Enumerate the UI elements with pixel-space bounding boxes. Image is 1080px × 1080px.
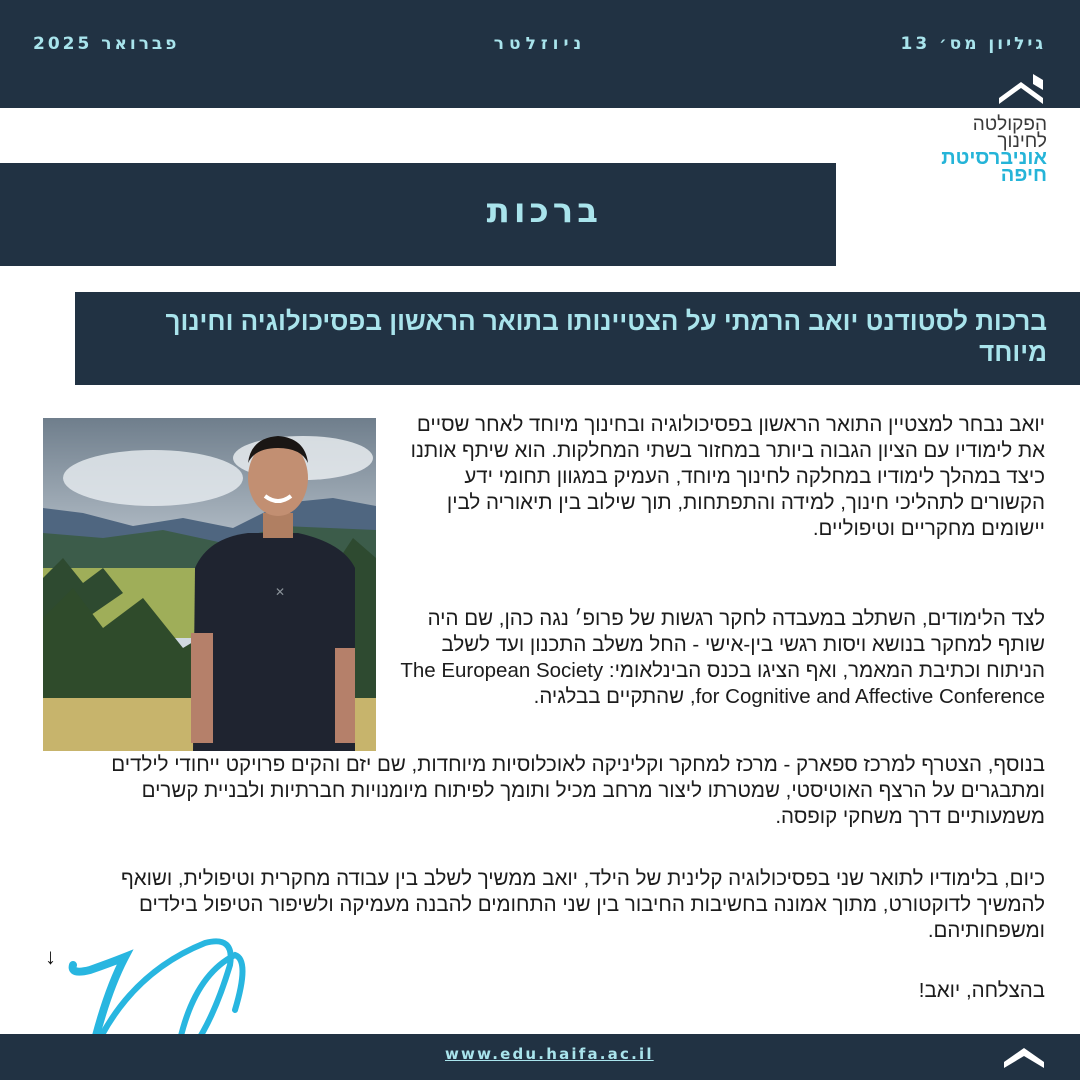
article-paragraph-1: יואב נבחר למצטיין התואר הראשון בפסיכולוגיה ובחינוך מיוחד לאחר שסיים את לימודיו עם הציון הגבוה ביותר במחזור בשתי המחלקות. הוא שיתף אותנו כיצד במהלך לימודיו במחלקה לחינוך מיוחד, העמיק במגוון תחומי ידע הקשורים לתהליכי חינוך, למידה והתפתחות, תוך שילוב בין תיאוריה לבין יישומים מחקריים וטיפוליים. xyxy=(410,413,1045,540)
university-name-line1: אוניברסיטת xyxy=(941,147,1047,169)
article-paragraph-2: לצד הלימודים, השתלב במעבדה לחקר רגשות של פרופ׳ נגה כהן, שם היה שותף למחקר בנושא ויסות רגשי בין-אישי - החל משלב התכנון ועד לשלב הניתוח וכתיבת המאמר, ואף הציגו בכנס הבינלאומי: The European Society for Cognitive and Affective Conference, שהתקיים בבלגיה. xyxy=(400,607,1045,708)
student-photo xyxy=(43,418,376,751)
newsletter-title: ניוזלטר xyxy=(493,34,587,54)
article-paragraph-3: בנוסף, הצטרף למרכז ספארק - מרכז למחקר וקליניקה לאוכלוסיות מיוחדות, שם יזם והקים פרויקט ייחודי לילדים ומתבגרים על הרצף האוטיסטי, שמטרתו ליצור מרחב מכיל ותומך לפיתוח מיומנויות חברתיות ולבניית קשרים משמעותיים דרך משחקי קופסה. xyxy=(111,753,1045,828)
header-bar xyxy=(0,0,1080,108)
chevron-up-icon[interactable] xyxy=(1004,1044,1044,1070)
faculty-logo xyxy=(941,116,1047,184)
faculty-name-line1: הפקולטה xyxy=(972,114,1047,135)
down-arrow-icon: ↓ xyxy=(45,944,56,969)
article-closing: בהצלחה, יואב! xyxy=(918,979,1045,1002)
university-logo-icon xyxy=(997,70,1047,106)
svg-text:✕: ✕ xyxy=(275,585,286,599)
section-title: ברכות xyxy=(486,191,602,231)
issue-date: פברואר 2025 xyxy=(33,34,180,54)
faculty-name-line2: לחינוך xyxy=(997,131,1047,152)
article-headline-box xyxy=(75,292,1080,385)
article-paragraph-4: כיום, בלימודיו לתואר שני בפסיכולוגיה קלינית של הילד, יואב ממשיך לשלב בין עבודה מחקרית וטיפולית, ושואף להמשיך לדוקטורט, מתוך אמונה בחשיבות החיבור בין שני התחומים להבנה מעמיקה ולשיפור הטיפול בילדים ומשפחותיהם. xyxy=(120,867,1045,942)
article-headline: ברכות לסטודנט יואב הרמתי על הצטיינותו בתואר הראשון בפסיכולוגיה וחינוך מיוחד xyxy=(165,306,1047,367)
issue-number: גיליון מס׳ 13 xyxy=(900,34,1046,54)
photo-illustration xyxy=(43,418,376,751)
website-link[interactable]: www.edu.haifa.ac.il xyxy=(445,1045,654,1063)
university-name-line2: חיפה xyxy=(1000,164,1047,186)
section-banner xyxy=(0,163,836,266)
footer-bar xyxy=(0,1034,1080,1080)
